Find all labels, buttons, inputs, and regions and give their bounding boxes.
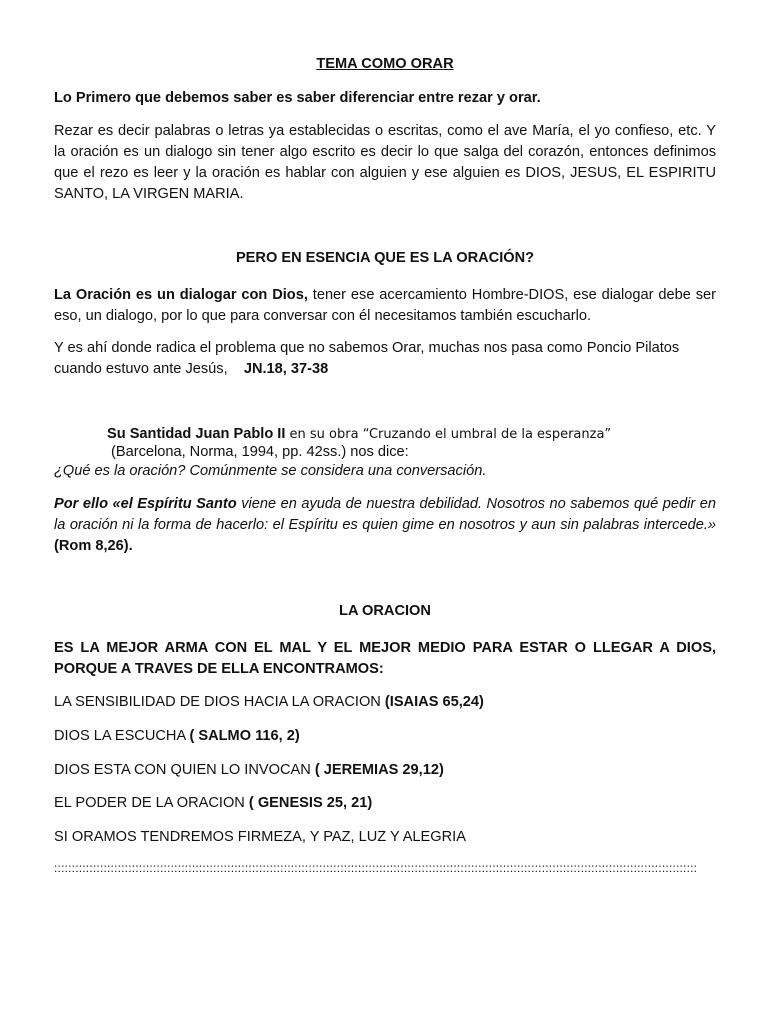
dialogo-bold: La Oración es un dialogar con Dios, [54,287,308,303]
espiritu-bold: Por ello «el Espíritu Santo [54,496,237,512]
list-item [54,793,716,814]
page-title: TEMA COMO ORAR [316,56,454,72]
section-heading-oracion: LA ORACION [339,603,431,619]
list-item-text: DIOS LA ESCUCHA [54,728,190,744]
espiritu-reference: (Rom 8,26). [54,538,133,554]
paragraph-rezar: Rezar es decir palabras o letras ya establecidas o escritas, como el ave María, el yo confieso, etc. Y la oración es un dialogo sin tener algo escrito es decir lo que salga del corazón, entonces definimos que el rezo es leer y la oración es hablar con alguien y ese alguien es DIOS, JESUS, EL ESPIRITU SANTO, LA VIRGEN MARIA. [54,123,716,202]
pilatos-text: Y es ahí donde radica el problema que no sabemos Orar, muchas nos pasa como Poncio Pilatos cuando estuvo ante Jesús, [54,340,680,377]
section-heading-esencia: PERO EN ESENCIA QUE ES LA ORACIÓN? [235,250,535,266]
list-item [54,692,716,713]
quote-publication: (Barcelona, Norma, 1994, pp. 42ss.) nos dice: [111,444,409,460]
list-item-text: LA SENSIBILIDAD DE DIOS HACIA LA ORACION [54,694,385,710]
quote-text: ¿Qué es la oración? Comúnmente se considera una conversación. [54,463,487,479]
paragraph-espiritu [54,494,716,557]
list-item-reference: ( SALMO 116, 2) [189,728,300,744]
dialogo-rest: tener ese acercamiento Hombre-DIOS, ese dialogar debe ser eso, un dialogo, por lo que para conversar con él necesitamos también escucharlo. [54,287,716,324]
intro-text: Lo Primero que debemos saber es saber diferenciar entre rezar y orar. [54,90,541,106]
list-item-text: EL PODER DE LA ORACION [54,795,249,811]
list-item-reference: ( GENESIS 25, 21) [248,795,373,811]
dotted-separator: :::::::::::::::::::::::::::::::::::::::::::::::::::::::::::::::::::::::::::::::::::::::::::::::::::::::::::::::::::::::::::::::::::::::::::::::::::::::::::::::::::::::::::::::::::::: [54,861,698,875]
list-item-reference: (ISAIAS 65,24) [384,694,484,710]
list-item-reference: ( JEREMIAS 29,12) [314,762,444,778]
list-item-text: DIOS ESTA CON QUIEN LO INVOCAN [54,762,315,778]
list-item [54,726,716,747]
list-item-text: SI ORAMOS TENDREMOS FIRMEZA, Y PAZ, LUZ Y ALEGRIA [54,829,466,845]
paragraph-dialogo [54,285,716,327]
quote-author: Su Santidad Juan Pablo II [107,426,286,442]
pilatos-reference: JN.18, 37-38 [243,361,329,377]
quote-work: en su obra “Cruzando el umbral de la esperanza” [285,427,612,442]
list-item [54,827,716,848]
list-item [54,760,716,781]
quote-intro [107,425,707,444]
espiritu-text: viene en ayuda de nuestra debilidad. Nosotros no sabemos qué pedir en la oración ni la forma de hacerlo: el Espíritu es quien gime en nosotros y aun sin palabras intercede.» [54,496,717,533]
paragraph-mejor-arma: ES LA MEJOR ARMA CON EL MAL Y EL MEJOR MEDIO PARA ESTAR O LLEGAR A DIOS, PORQUE A TRAVES DE ELLA ENCONTRAMOS: [54,640,716,677]
paragraph-pilatos [54,338,716,380]
